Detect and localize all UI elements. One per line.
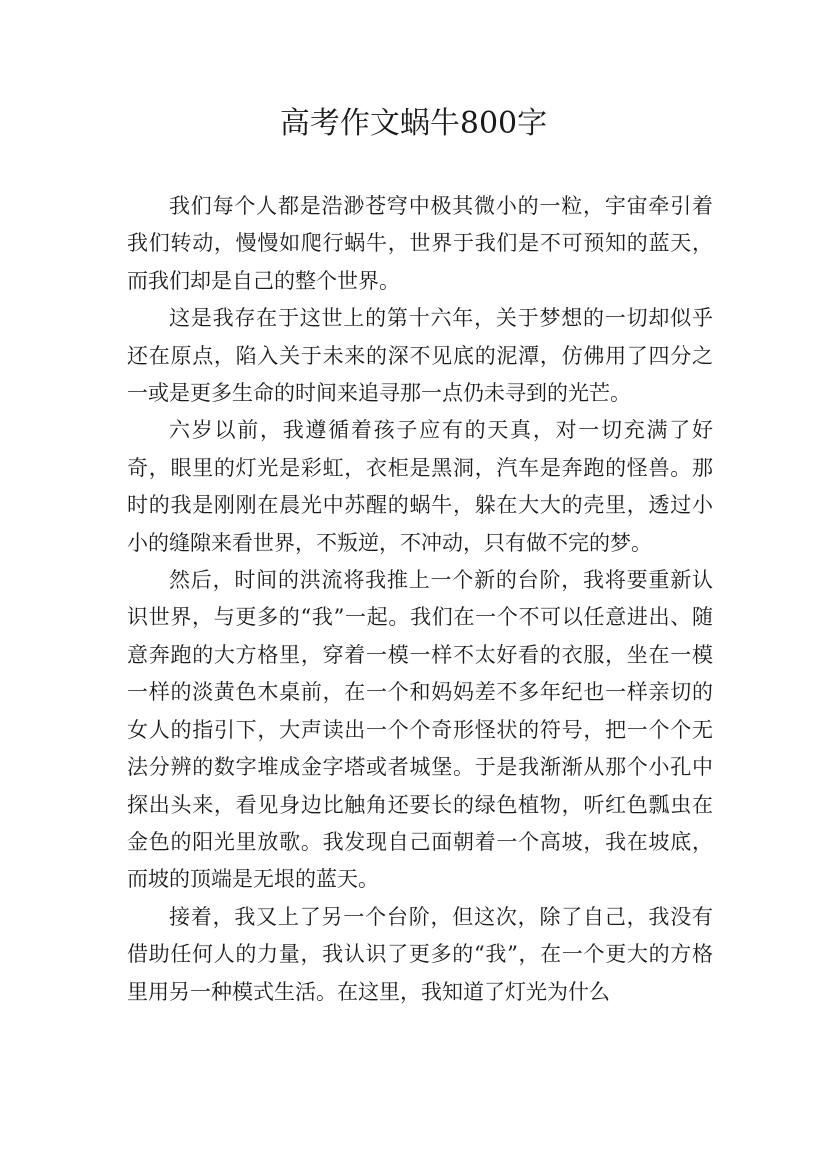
document-body (127, 188, 713, 1011)
document-title: 高考作文蜗牛800字 (279, 106, 548, 141)
paragraph: 接着，我又上了另一个台阶，但这次，除了自己，我没有借助任何人的力量，我认识了更多的“我”，在一个更大的方格里用另一种模式生活。在这里，我知道了灯光为什么 (127, 904, 713, 1004)
paragraph: 然后，时间的洪流将我推上一个新的台阶，我将要重新认识世界，与更多的“我”一起。我们在一个不可以任意进出、随意奔跑的大方格里，穿着一模一样不太好看的衣服，坐在一模一样的淡黄色木桌前，在一个和妈妈差不多年纪也一样亲切的女人的指引下，大声读出一个个奇形怪状的符号，把一个个无法分辨的数字堆成金字塔或者城堡。于是我渐渐从那个小孔中探出头来，看见身边比触角还要长的绿色植物，听红色瓢虫在金色的阳光里放歌。我发现自己面朝着一个高坡，我在坡底，而坡的顶端是无垠的蓝天。 (127, 568, 713, 892)
paragraph: 我们每个人都是浩渺苍穹中极其微小的一粒，宇宙牵引着我们转动，慢慢如爬行蜗牛，世界于我们是不可预知的蓝天，而我们却是自己的整个世界。 (127, 194, 713, 293)
paragraph: 这是我存在于这世上的第十六年，关于梦想的一切却似乎还在原点，陷入关于未来的深不见底的泥潭，仿佛用了四分之一或是更多生命的时间来追寻那一点仍未寻到的光芒。 (127, 306, 713, 406)
paragraph: 六岁以前，我遵循着孩子应有的天真，对一切充满了好奇，眼里的灯光是彩虹，衣柜是黑洞，汽车是奔跑的怪兽。那时的我是刚刚在晨光中苏醒的蜗牛，躲在大大的壳里，透过小小的缝隙来看世界，不叛逆，不冲动，只有做不完的梦。 (127, 418, 713, 555)
